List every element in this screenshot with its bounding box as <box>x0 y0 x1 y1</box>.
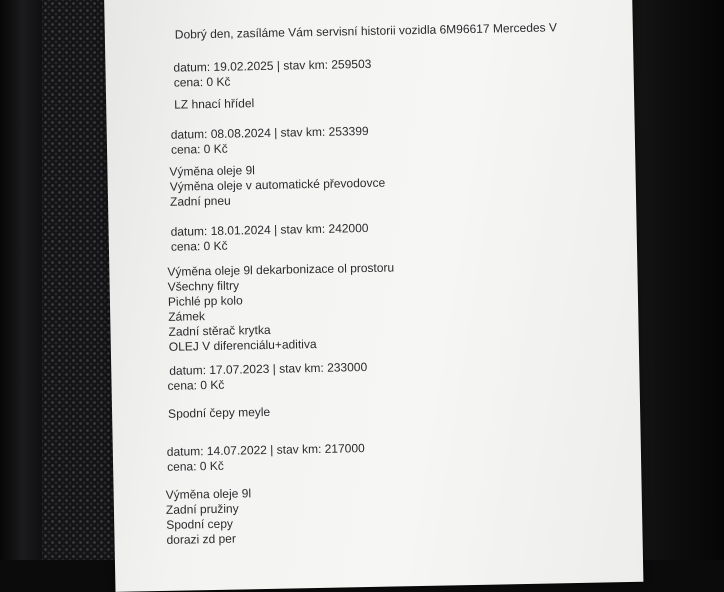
entry-4-price: cena: 0 Kč <box>167 377 225 393</box>
entry-3-item: Všechny filtry <box>167 278 240 294</box>
entry-5-items <box>166 486 253 548</box>
service-history-paper <box>104 0 643 592</box>
entry-2-date: datum: 08.08.2024 | stav km: 253399 <box>170 123 369 142</box>
entry-1-items <box>174 96 254 113</box>
entry-5-item: Spodní cepy <box>166 516 234 532</box>
entry-5-price: cena: 0 Kč <box>166 458 224 474</box>
entry-3-price: cena: 0 Kč <box>170 238 228 254</box>
entry-5-item: Výměna oleje 9l <box>165 486 252 502</box>
entry-3-items <box>167 260 395 354</box>
entry-3-date: datum: 18.01.2024 | stav km: 242000 <box>170 220 369 239</box>
entry-3-item: Pichlé pp kolo <box>167 293 243 309</box>
entry-2-item: Výměna oleje v automatické převodovce <box>169 175 386 194</box>
entry-1-date: datum: 19.02.2025 | stav km: 259503 <box>173 56 372 75</box>
entry-2-items <box>169 161 385 210</box>
entry-5-item: dorazi zd per <box>166 531 237 547</box>
seat-edge <box>0 0 42 560</box>
entry-3-item: Zámek <box>168 309 206 324</box>
entry-4-item: Spodní čepy meyle <box>167 404 271 421</box>
entry-1-item: LZ hnací hřídel <box>174 96 255 112</box>
entry-2-item: Výměna oleje 9l <box>169 163 255 179</box>
entry-5-item: Zadní pružiny <box>165 501 239 517</box>
entry-2-price: cena: 0 Kč <box>170 141 228 157</box>
entry-3-item: Zadní stěrač krytka <box>168 322 271 339</box>
entry-4-date: datum: 17.07.2023 | stav km: 233000 <box>169 360 368 378</box>
entry-2-item: Zadní pneu <box>169 193 231 209</box>
entry-1-price: cena: 0 Kč <box>173 74 231 90</box>
entry-3-item: OLEJ V diferenciálu+aditiva <box>168 336 317 354</box>
entry-4-items <box>168 405 270 422</box>
entry-5-date: datum: 14.07.2022 | stav km: 217000 <box>166 441 365 459</box>
greeting-line: Dobrý den, zasíláme Vám servisní historii vozidla 6M96617 Mercedes V <box>174 20 558 42</box>
entry-3-item: Výměna oleje 9l dekarbonizace ol prostoru <box>167 260 395 279</box>
